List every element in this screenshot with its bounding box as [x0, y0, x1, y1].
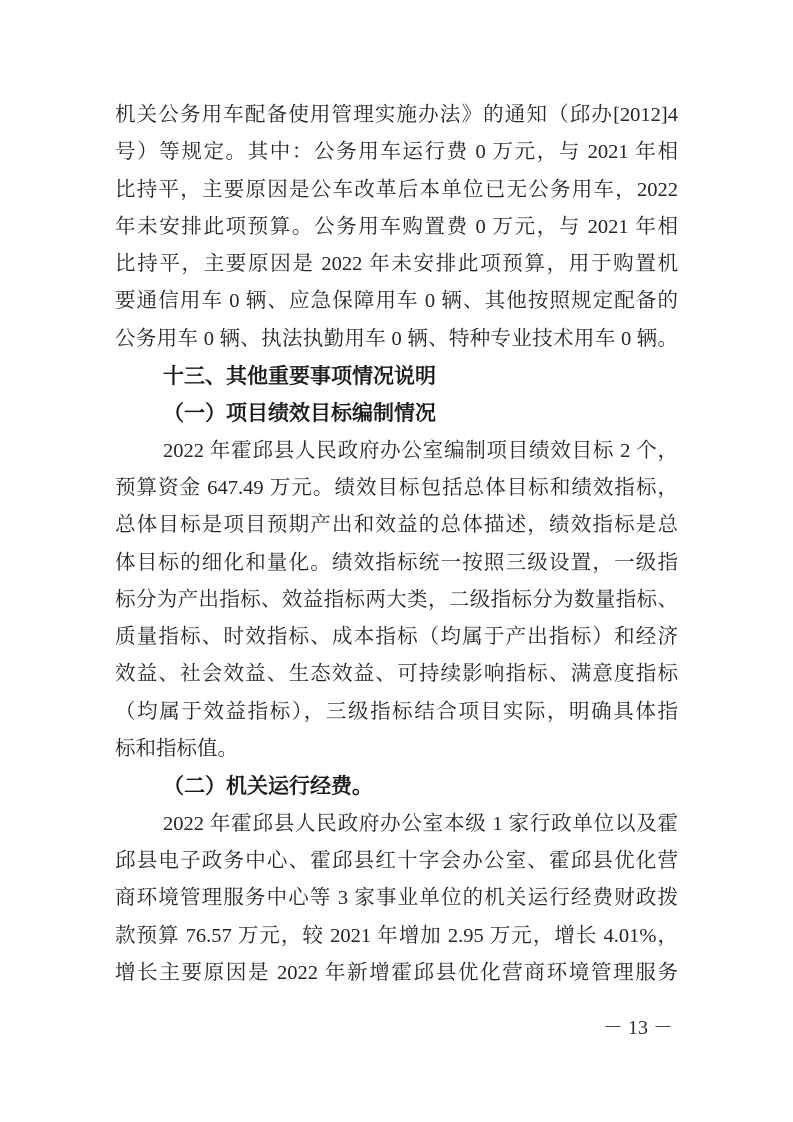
text-line: 质量指标、时效指标、成本指标（均属于产出指标）和经济 — [115, 626, 678, 649]
text-line: 增长主要原因是 2022 年新增霍邱县优化营商环境管理服务 — [115, 961, 678, 984]
text-line: 2022 年霍邱县人民政府办公室编制项目绩效目标 2 个， — [163, 439, 678, 462]
text-line: 总体目标是项目预期产出和效益的总体描述，绩效指标是总 — [115, 514, 678, 537]
subsection-heading-performance-targets: （一）项目绩效目标编制情况 — [163, 402, 436, 426]
text-line: 体目标的细化和量化。绩效指标统一按照三级设置，一级指 — [115, 551, 678, 574]
text-line: 2022 年霍邱县人民政府办公室本级 1 家行政单位以及霍 — [163, 812, 678, 835]
subsection-heading-operating-expenses: （二）机关运行经费。 — [163, 775, 373, 799]
page-number: － 13 － — [603, 1017, 673, 1039]
text-line: 预算资金 647.49 万元。绩效目标包括总体目标和绩效指标， — [115, 476, 678, 499]
text-line: 号）等规定。其中：公务用车运行费 0 万元，与 2021 年相 — [115, 141, 678, 164]
text-line: 款预算 76.57 万元，较 2021 年增加 2.95 万元，增长 4.01%， — [115, 924, 678, 947]
text-line: （均属于效益指标），三级指标结合项目实际，明确具体指 — [115, 700, 678, 723]
text-line: 标分为产出指标、效益指标两大类，二级指标分为数量指标、 — [115, 588, 678, 611]
text-line: 机关公务用车配备使用管理实施办法》的通知（邱办[2012]4 — [115, 104, 678, 126]
text-line: 效益、社会效益、生态效益、可持续影响指标、满意度指标 — [115, 663, 678, 686]
text-line: 年未安排此项预算。公务用车购置费 0 万元，与 2021 年相 — [115, 215, 678, 238]
text-line: 商环境管理服务中心等 3 家事业单位的机关运行经费财政拨 — [115, 887, 678, 910]
document-text-block — [115, 97, 678, 992]
text-line: 比持平，主要原因是公车改革后本单位已无公务用车，2022 — [115, 178, 678, 201]
text-line: 邱县电子政务中心、霍邱县红十字会办公室、霍邱县优化营 — [115, 849, 678, 872]
text-line: 标和指标值。 — [115, 738, 238, 761]
section-heading-other-important-items: 十三、其他重要事项情况说明 — [163, 365, 436, 389]
text-line: 公务用车 0 辆、执法执勤用车 0 辆、特种专业技术用车 0 辆。 — [115, 327, 678, 350]
text-line: 要通信用车 0 辆、应急保障用车 0 辆、其他按照规定配备的 — [115, 290, 678, 313]
text-line: 比持平，主要原因是 2022 年未安排此项预算，用于购置机 — [115, 253, 678, 276]
